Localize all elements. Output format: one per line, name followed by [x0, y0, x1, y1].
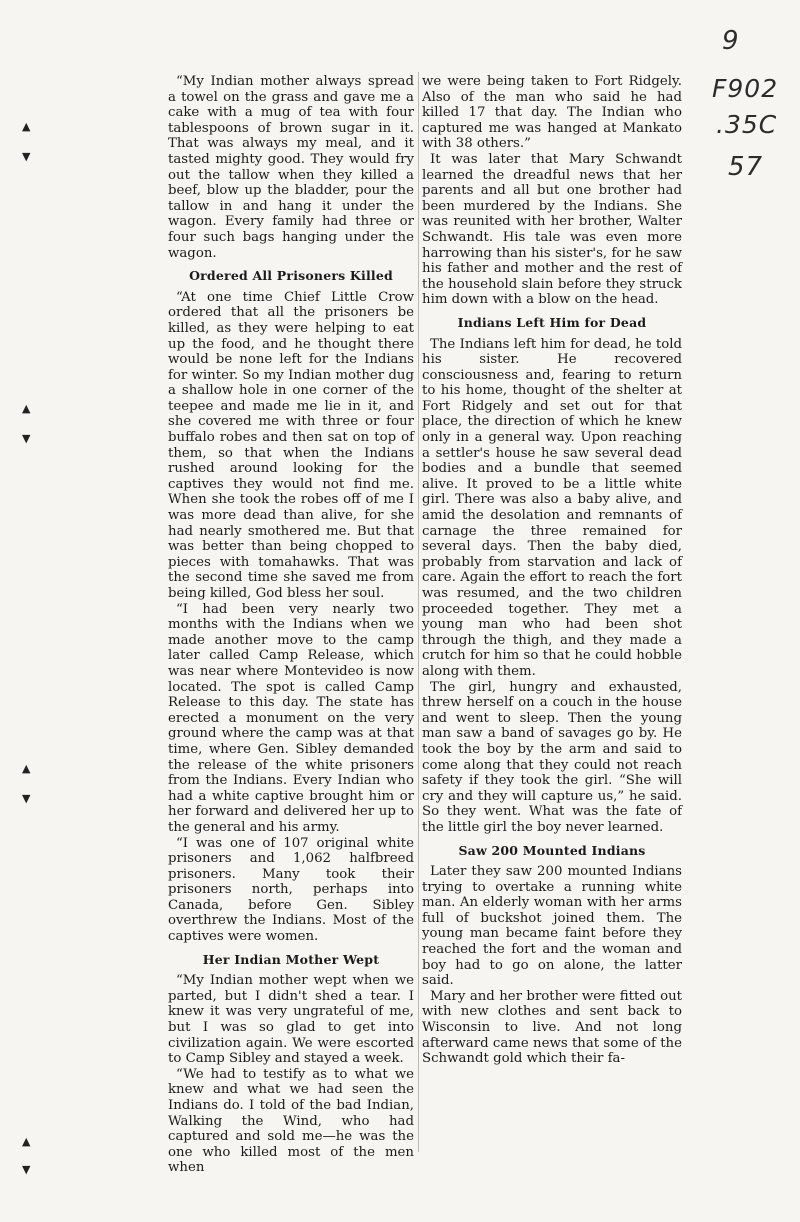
section-heading: Indians Left Him for Dead — [457, 314, 647, 330]
handwritten-annotation-2: F902 — [712, 74, 779, 103]
paragraph: “At one time Chief Little Crow ordered that all the prisoners be killed, as they were helping to eat up the food, and he thought there would be none left for the Indians for winter. So my Indian mother dug a shallow hole in one corner of the teepee and made me lie in it, and she covered me with three or four buffalo robes and then sat on top of them, so that when the Indians rushed around looking for the captives they would not find me. When she took the robes off of me I was more dead than alive, for she had nearly smothered me. But that was better than being chopped to pieces with tomahawks. That was the second time she saved me from being killed, God bless her soul. — [168, 289, 414, 601]
handwritten-annotation-3: .35C — [716, 110, 778, 139]
margin-mark-icon: ▲ — [22, 1135, 31, 1148]
paragraph: “My Indian mother wept when we parted, but I didn't shed a tear. I knew it was very ungrateful of me, but I was so glad to get into civilization again. We were escorted to Camp Sibley and stayed a week. — [168, 973, 414, 1067]
paragraph: “I had been very nearly two months with the Indians when we made another move to the camp later called Camp Release, which was near where Montevideo is now located. The spot is called Camp Release to this day. The state has erected a monument on the very ground where the camp was at that time, where Gen. Sibley demanded the release of the white prisoners from the Indians. Every Indian who had a white captive brought him or her forward and delivered her up to the general and his army. — [168, 601, 414, 835]
right-column — [422, 74, 682, 1067]
paragraph: “We had to testify as to what we knew and what we had seen the Indians do. I told of the bad Indian, Walking the Wind, who had captured and sold me—he was the one who killed most of the men when — [168, 1066, 414, 1176]
paragraph: It was later that Mary Schwandt learned the dreadful news that her parents and all but one brother had been murdered by the Indians. She was reunited with her brother, Walter Schwandt. His tale was even more harrowing than his sister's, for he saw his father and mother and the rest of the household slain before they struck him down with a blow on the head. — [422, 151, 682, 308]
paragraph: Mary and her brother were fitted out with new clothes and sent back to Wisconsin to live. And not long afterward came news that some of the Schwandt gold which their fa- — [422, 988, 682, 1067]
paragraph: The Indians left him for dead, he told his sister. He recovered consciousness and, fearing to return to his home, thought of the shelter at Fort Ridgely and set out for that place, the direction of which he knew only in a general way. Upon reaching a settler's house he saw several dead bodies and a bundle that seemed alive. It proved to be a little white girl. There was also a baby alive, and amid the desolation and remnants of carnage the three remained for several days. Then the baby died, probably from starvation and lack of care. Again the effort to reach the fort was resumed, and the two children proceeded together. They met a young man who had been shot through the thigh, and they made a crutch for him so that he could hobble along with them. — [422, 336, 682, 679]
margin-mark-icon: ▼ — [22, 1163, 31, 1176]
left-column — [168, 74, 414, 1176]
margin-mark-icon: ▼ — [22, 150, 31, 163]
paragraph: “I was one of 107 original white prisoners and 1,062 halfbreed prisoners. Many took their prisoners north, perhaps into Canada, before Gen. Sibley overthrew the Indians. Most of the captives were women. — [168, 835, 414, 945]
section-heading: Ordered All Prisoners Killed — [189, 268, 393, 284]
paragraph: Later they saw 200 mounted Indians trying to overtake a running white man. An elderly woman with her arms full of buckshot joined them. The young man became faint before they reached the fort and the woman and boy had to go on alone, the latter said. — [422, 864, 682, 989]
margin-mark-icon: ▼ — [22, 792, 31, 805]
margin-mark-icon: ▲ — [22, 120, 31, 133]
paragraph: we were being taken to Fort Ridgely. Also of the man who said he had killed 17 that day. The Indian who captured me was hanged at Mankato with 38 others.” — [422, 74, 682, 152]
margin-mark-icon: ▼ — [22, 432, 31, 445]
margin-mark-icon: ▲ — [22, 762, 31, 775]
margin-mark-icon: ▲ — [22, 402, 31, 415]
paragraph: The girl, hungry and exhausted, threw herself on a couch in the house and went to sleep. Then the young man saw a band of savages go by. He took the boy by the arm and said to come along that they could not reach safety if they took the girl. “She will cry and they will capture us,” he said. So they went. What was the fate of the little girl the boy never learned. — [422, 679, 682, 835]
section-heading: Saw 200 Mounted Indians — [458, 842, 646, 858]
paragraph: “My Indian mother always spread a towel on the grass and gave me a cake with a mug of tea with four tablespoons of brown sugar in it. That was always my meal, and it tasted mighty good. They would fry out the tallow when they killed a beef, blow up the bladder, pour the tallow in and hang it under the wagon. Every family had three or four such bags hanging under the wagon. — [168, 74, 414, 261]
handwritten-annotation-1: 9 — [722, 26, 740, 56]
section-heading: Her Indian Mother Wept — [202, 951, 380, 967]
handwritten-annotation-4: 57 — [728, 152, 764, 182]
column-divider — [418, 72, 419, 1152]
